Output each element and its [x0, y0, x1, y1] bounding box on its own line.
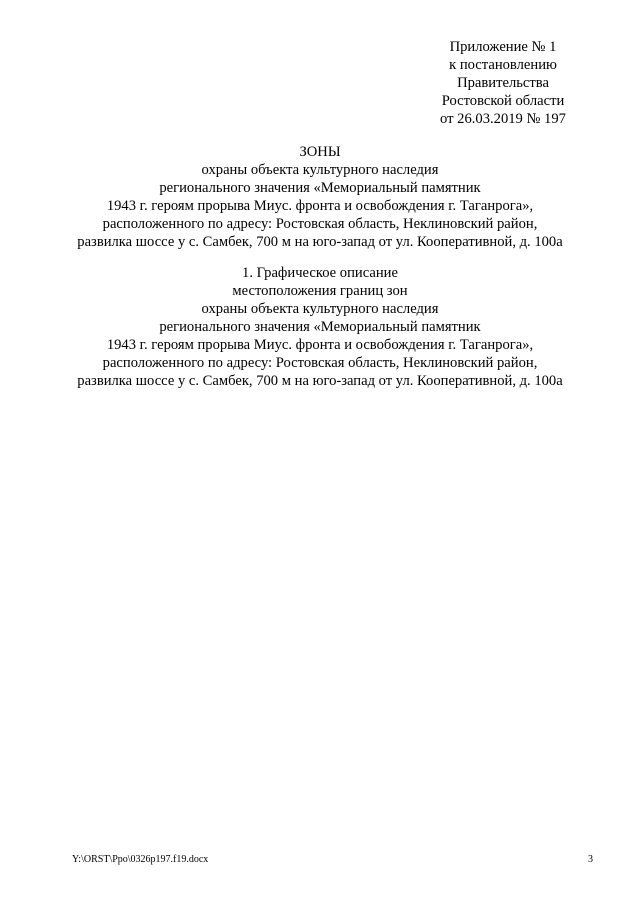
zones-title: ЗОНЫ [299, 144, 341, 160]
section-line: 1943 г. героям прорыва Миус. фронта и освобождения г. Таганрога», [106, 337, 534, 353]
section-heading-block [40, 264, 600, 390]
zones-line: регионального значения «Мемориальный памятник [159, 180, 481, 196]
section-line: местоположения границ зон [232, 283, 408, 299]
section-line: регионального значения «Мемориальный памятник [159, 319, 481, 335]
appendix-line: от 26.03.2019 № 197 [440, 111, 566, 127]
appendix-line: к постановлению [449, 57, 557, 73]
zones-line: расположенного по адресу: Ростовская область, Неклиновский район, [102, 216, 538, 232]
section-line: развилка шоссе у с. Самбек, 700 м на юго-запад от ул. Кооперативной, д. 100а [77, 373, 563, 389]
footer-file-path: Y:\ORST\Ppo\0326p197.f19.docx [72, 854, 209, 865]
appendix-line: Ростовской области [441, 93, 565, 109]
zones-line: 1943 г. героям прорыва Миус. фронта и освобождения г. Таганрога», [106, 198, 534, 214]
appendix-line: Правительства [457, 75, 549, 91]
appendix-line: Приложение № 1 [449, 39, 557, 55]
section-line: охраны объекта культурного наследия [201, 301, 439, 317]
appendix-header [408, 38, 598, 128]
section-line: расположенного по адресу: Ростовская область, Неклиновский район, [102, 355, 538, 371]
footer-page-number: 3 [588, 854, 593, 865]
zones-heading-block [40, 143, 600, 251]
zones-line: развилка шоссе у с. Самбек, 700 м на юго-запад от ул. Кооперативной, д. 100а [77, 234, 563, 250]
zones-line: охраны объекта культурного наследия [201, 162, 439, 178]
section-line: 1. Графическое описание [242, 265, 398, 281]
